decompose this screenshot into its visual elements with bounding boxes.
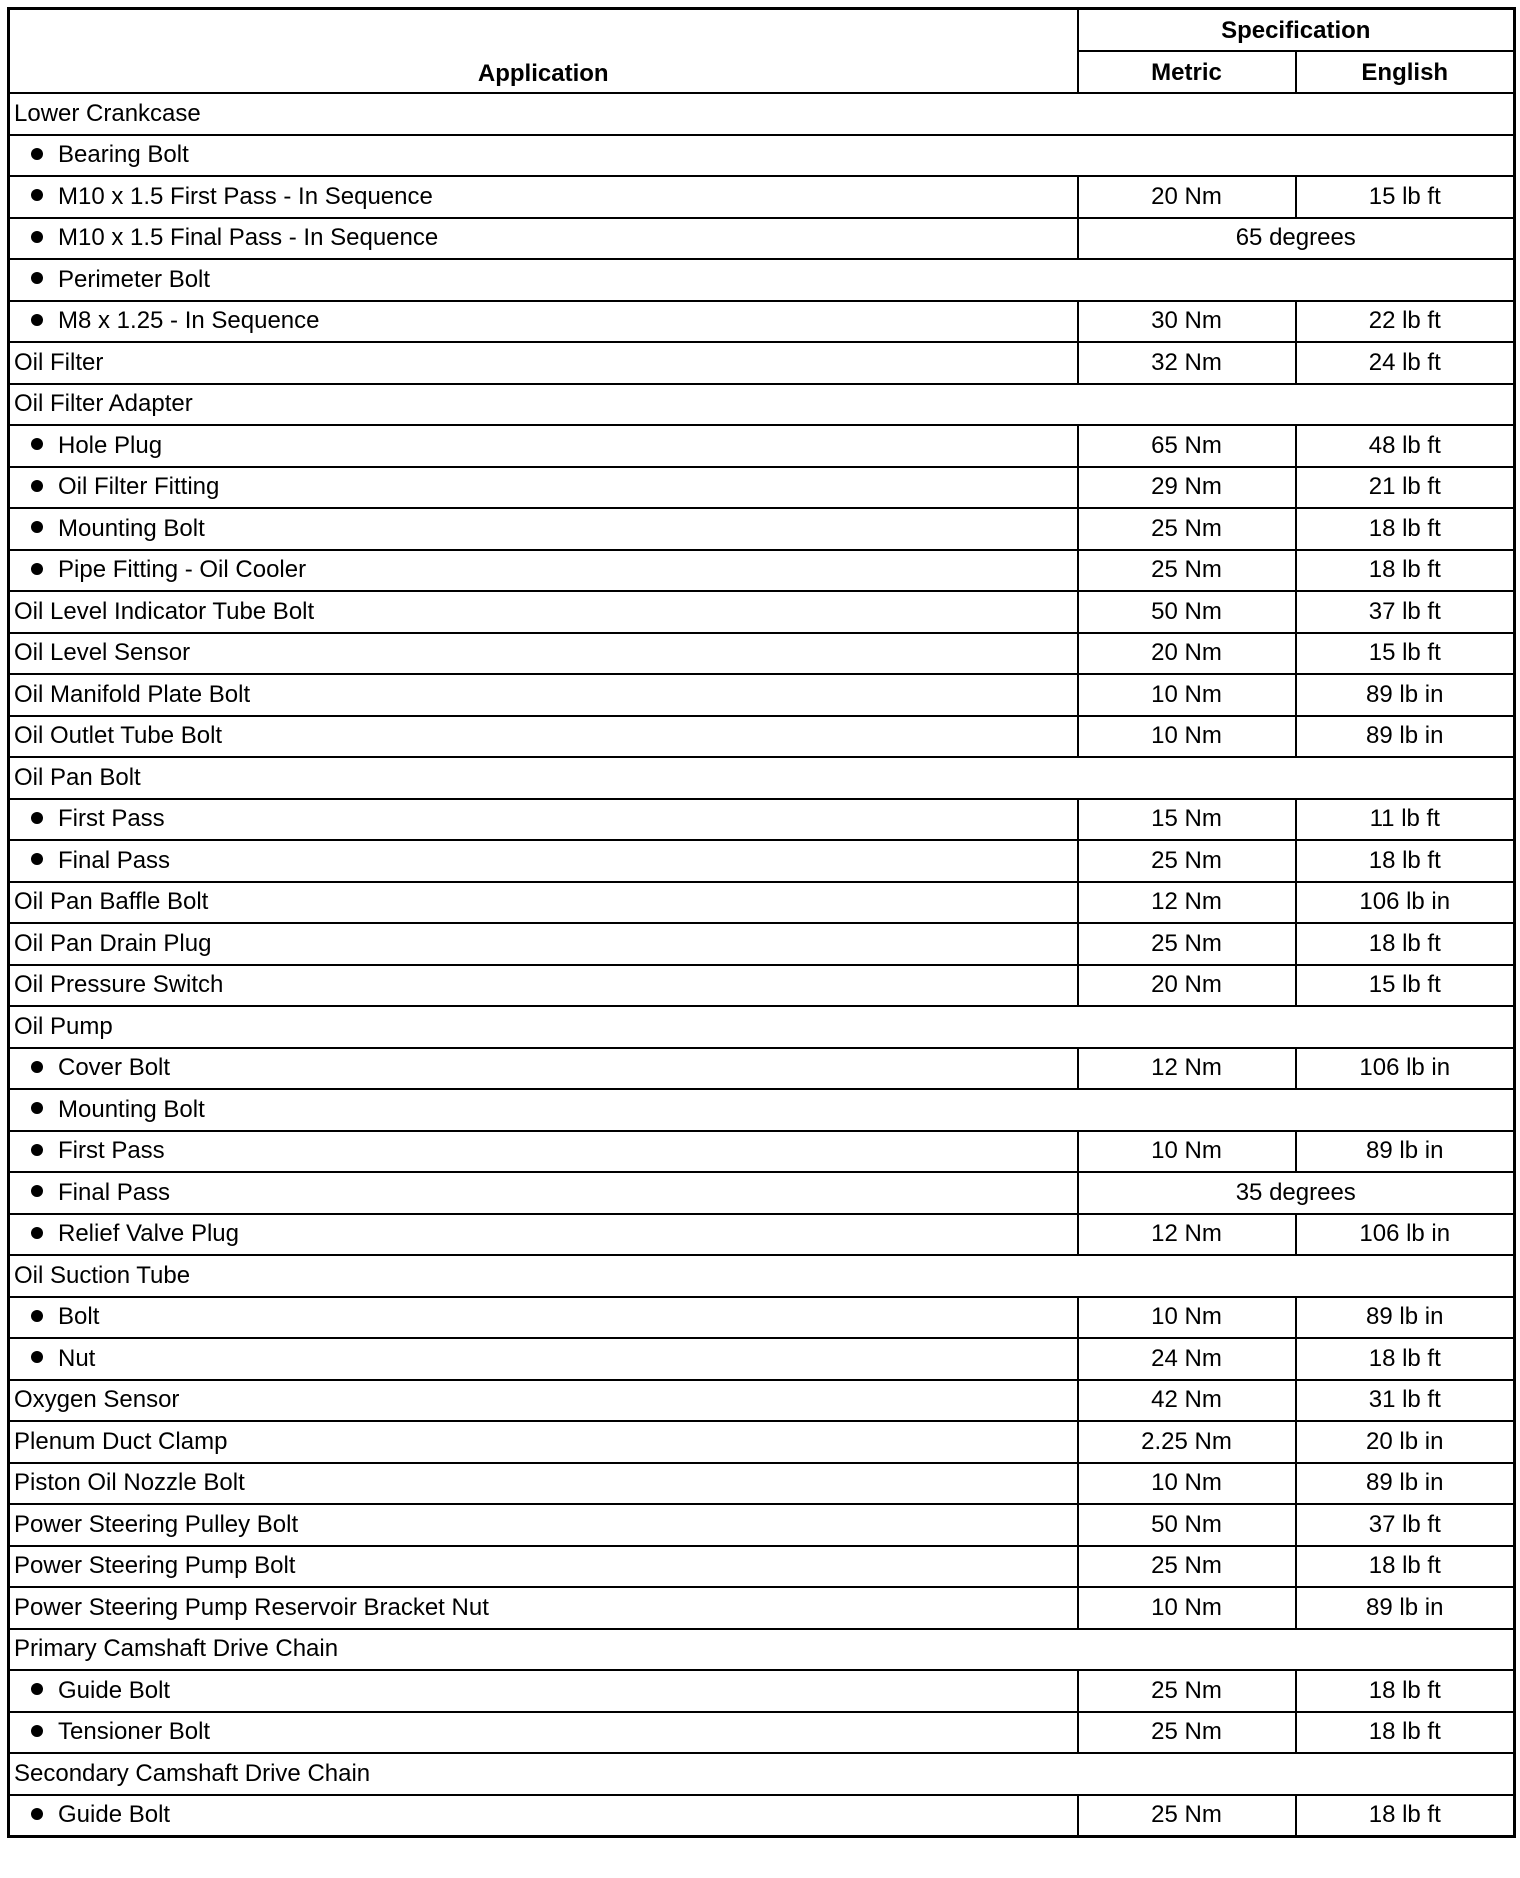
application-cell bbox=[9, 342, 1078, 384]
application-label: Oil Manifold Plate Bolt bbox=[14, 680, 251, 708]
table-row-subitem bbox=[9, 135, 1515, 177]
bullet-icon bbox=[31, 1144, 43, 1156]
metric-cell: 65 Nm bbox=[1078, 425, 1296, 467]
english-header: English bbox=[1296, 51, 1515, 93]
application-cell bbox=[9, 467, 1078, 509]
table-row-subitem bbox=[9, 1089, 1515, 1131]
application-cell bbox=[9, 1670, 1078, 1712]
application-label: Pipe Fitting - Oil Cooler bbox=[58, 556, 307, 584]
table-row-subitem bbox=[9, 1131, 1515, 1173]
metric-cell: 25 Nm bbox=[1078, 1795, 1296, 1837]
english-cell: 18 lb ft bbox=[1296, 550, 1515, 592]
english-cell: 15 lb ft bbox=[1296, 633, 1515, 675]
application-cell bbox=[9, 1421, 1078, 1463]
application-cell bbox=[9, 218, 1078, 260]
application-label: Relief Valve Plug bbox=[58, 1220, 239, 1248]
english-cell: 22 lb ft bbox=[1296, 301, 1515, 343]
application-cell bbox=[9, 1712, 1078, 1754]
application-label: Oil Outlet Tube Bolt bbox=[14, 722, 223, 750]
metric-cell: 20 Nm bbox=[1078, 176, 1296, 218]
table-row-subitem bbox=[9, 467, 1515, 509]
application-cell bbox=[9, 799, 1078, 841]
bullet-icon bbox=[31, 189, 43, 201]
application-cell bbox=[9, 882, 1078, 924]
application-cell bbox=[9, 1546, 1078, 1588]
application-cell bbox=[9, 1504, 1078, 1546]
bullet-icon bbox=[31, 1102, 43, 1114]
bullet-icon bbox=[31, 314, 43, 326]
metric-cell: 15 Nm bbox=[1078, 799, 1296, 841]
application-label: Primary Camshaft Drive Chain bbox=[14, 1635, 339, 1663]
application-label: Oil Pan Bolt bbox=[14, 763, 141, 791]
application-label: Oil Pump bbox=[14, 1012, 113, 1040]
table-row-subitem bbox=[9, 301, 1515, 343]
metric-cell: 50 Nm bbox=[1078, 591, 1296, 633]
english-cell: 18 lb ft bbox=[1296, 840, 1515, 882]
application-cell bbox=[9, 840, 1078, 882]
table-row-subitem bbox=[9, 799, 1515, 841]
english-cell: 106 lb in bbox=[1296, 1214, 1515, 1256]
application-cell bbox=[9, 1795, 1078, 1837]
metric-cell: 10 Nm bbox=[1078, 674, 1296, 716]
metric-header: Metric bbox=[1078, 51, 1296, 93]
bullet-icon bbox=[31, 1351, 43, 1363]
application-label: M10 x 1.5 First Pass - In Sequence bbox=[58, 182, 433, 210]
application-label: Final Pass bbox=[58, 846, 171, 874]
application-cell bbox=[9, 716, 1078, 758]
application-label: Lower Crankcase bbox=[14, 99, 201, 127]
application-label: First Pass bbox=[58, 1137, 165, 1165]
application-label: Oil Pressure Switch bbox=[14, 971, 224, 999]
spec-span-cell: 35 degrees bbox=[1078, 1172, 1515, 1214]
metric-cell: 10 Nm bbox=[1078, 1587, 1296, 1629]
metric-cell: 2.25 Nm bbox=[1078, 1421, 1296, 1463]
application-label: Plenum Duct Clamp bbox=[14, 1427, 228, 1455]
table-row-subitem bbox=[9, 1338, 1515, 1380]
table-row bbox=[9, 342, 1515, 384]
table-row-subitem bbox=[9, 176, 1515, 218]
table-row-subitem bbox=[9, 259, 1515, 301]
english-cell: 31 lb ft bbox=[1296, 1380, 1515, 1422]
table-row bbox=[9, 1006, 1515, 1048]
application-label: Oil Filter bbox=[14, 348, 104, 376]
application-cell bbox=[9, 757, 1515, 799]
metric-cell: 25 Nm bbox=[1078, 923, 1296, 965]
metric-cell: 10 Nm bbox=[1078, 1463, 1296, 1505]
english-cell: 18 lb ft bbox=[1296, 1546, 1515, 1588]
application-cell bbox=[9, 1463, 1078, 1505]
bullet-icon bbox=[31, 1227, 43, 1239]
application-label: Tensioner Bolt bbox=[58, 1718, 211, 1746]
application-cell bbox=[9, 1172, 1078, 1214]
bullet-icon bbox=[31, 148, 43, 160]
application-label: Perimeter Bolt bbox=[58, 265, 211, 293]
metric-cell: 20 Nm bbox=[1078, 633, 1296, 675]
metric-cell: 25 Nm bbox=[1078, 508, 1296, 550]
table-row-subitem bbox=[9, 550, 1515, 592]
metric-cell: 20 Nm bbox=[1078, 965, 1296, 1007]
table-row-subitem bbox=[9, 1712, 1515, 1754]
english-cell: 20 lb in bbox=[1296, 1421, 1515, 1463]
application-cell bbox=[9, 259, 1515, 301]
application-label: Guide Bolt bbox=[58, 1676, 171, 1704]
english-cell: 18 lb ft bbox=[1296, 1795, 1515, 1837]
bullet-icon bbox=[31, 1310, 43, 1322]
application-label: Mounting Bolt bbox=[58, 1095, 205, 1123]
application-label: Bearing Bolt bbox=[58, 141, 189, 169]
table-row-subitem bbox=[9, 218, 1515, 260]
application-label: Secondary Camshaft Drive Chain bbox=[14, 1759, 371, 1787]
application-label: Nut bbox=[58, 1344, 96, 1372]
english-cell: 89 lb in bbox=[1296, 1297, 1515, 1339]
metric-cell: 25 Nm bbox=[1078, 1546, 1296, 1588]
metric-cell: 12 Nm bbox=[1078, 882, 1296, 924]
english-cell: 89 lb in bbox=[1296, 1463, 1515, 1505]
table-row bbox=[9, 1255, 1515, 1297]
application-label: Mounting Bolt bbox=[58, 514, 205, 542]
application-label: M8 x 1.25 - In Sequence bbox=[58, 307, 320, 335]
application-label: Oil Level Indicator Tube Bolt bbox=[14, 597, 315, 625]
application-label: Final Pass bbox=[58, 1178, 171, 1206]
application-label: Power Steering Pump Reservoir Bracket Nut bbox=[14, 1593, 489, 1621]
application-cell bbox=[9, 425, 1078, 467]
application-cell bbox=[9, 591, 1078, 633]
english-cell: 89 lb in bbox=[1296, 716, 1515, 758]
bullet-icon bbox=[31, 563, 43, 575]
metric-cell: 25 Nm bbox=[1078, 840, 1296, 882]
english-cell: 18 lb ft bbox=[1296, 508, 1515, 550]
metric-cell: 10 Nm bbox=[1078, 1297, 1296, 1339]
bullet-icon bbox=[31, 480, 43, 492]
english-cell: 18 lb ft bbox=[1296, 923, 1515, 965]
application-label: Oil Pan Baffle Bolt bbox=[14, 888, 209, 916]
table-row bbox=[9, 1546, 1515, 1588]
metric-cell: 32 Nm bbox=[1078, 342, 1296, 384]
application-cell bbox=[9, 1006, 1515, 1048]
english-cell: 11 lb ft bbox=[1296, 799, 1515, 841]
table-row bbox=[9, 674, 1515, 716]
application-label: Power Steering Pump Bolt bbox=[14, 1552, 296, 1580]
table-row bbox=[9, 1629, 1515, 1671]
table-row-subitem bbox=[9, 1214, 1515, 1256]
bullet-icon bbox=[31, 1683, 43, 1695]
application-cell bbox=[9, 1048, 1078, 1090]
english-cell: 89 lb in bbox=[1296, 1587, 1515, 1629]
metric-cell: 29 Nm bbox=[1078, 467, 1296, 509]
english-cell: 89 lb in bbox=[1296, 1131, 1515, 1173]
table-header bbox=[9, 9, 1515, 94]
table-row-subitem bbox=[9, 425, 1515, 467]
application-cell bbox=[9, 1214, 1078, 1256]
application-label: Bolt bbox=[58, 1303, 100, 1331]
table-row bbox=[9, 384, 1515, 426]
application-label: Oil Suction Tube bbox=[14, 1261, 191, 1289]
metric-cell: 25 Nm bbox=[1078, 550, 1296, 592]
metric-cell: 30 Nm bbox=[1078, 301, 1296, 343]
table-row bbox=[9, 965, 1515, 1007]
table-row bbox=[9, 1463, 1515, 1505]
application-cell bbox=[9, 93, 1515, 135]
application-label: Oil Filter Adapter bbox=[14, 390, 193, 418]
english-cell: 15 lb ft bbox=[1296, 176, 1515, 218]
english-cell: 89 lb in bbox=[1296, 674, 1515, 716]
metric-cell: 10 Nm bbox=[1078, 716, 1296, 758]
application-label: Oxygen Sensor bbox=[14, 1386, 180, 1414]
table-row bbox=[9, 757, 1515, 799]
spec-span-cell: 65 degrees bbox=[1078, 218, 1515, 260]
table-body bbox=[9, 93, 1515, 1836]
table-row bbox=[9, 1753, 1515, 1795]
application-cell bbox=[9, 1753, 1515, 1795]
bullet-icon bbox=[31, 812, 43, 824]
table-row-subitem bbox=[9, 1048, 1515, 1090]
application-label: Piston Oil Nozzle Bolt bbox=[14, 1469, 245, 1497]
application-cell bbox=[9, 674, 1078, 716]
application-cell bbox=[9, 1131, 1078, 1173]
metric-cell: 42 Nm bbox=[1078, 1380, 1296, 1422]
table-row bbox=[9, 1587, 1515, 1629]
application-label: Guide Bolt bbox=[58, 1801, 171, 1828]
metric-cell: 10 Nm bbox=[1078, 1131, 1296, 1173]
application-cell bbox=[9, 965, 1078, 1007]
table-row-subitem bbox=[9, 1670, 1515, 1712]
table-row-subitem bbox=[9, 840, 1515, 882]
metric-cell: 12 Nm bbox=[1078, 1214, 1296, 1256]
bullet-icon bbox=[31, 853, 43, 865]
english-cell: 18 lb ft bbox=[1296, 1712, 1515, 1754]
application-cell bbox=[9, 384, 1515, 426]
table-row-subitem bbox=[9, 508, 1515, 550]
application-cell bbox=[9, 1629, 1515, 1671]
application-label: Oil Level Sensor bbox=[14, 639, 191, 667]
table-row-subitem bbox=[9, 1297, 1515, 1339]
table-row bbox=[9, 93, 1515, 135]
bullet-icon bbox=[31, 521, 43, 533]
table-row bbox=[9, 1421, 1515, 1463]
application-label: Cover Bolt bbox=[58, 1054, 171, 1082]
bullet-icon bbox=[31, 231, 43, 243]
application-cell bbox=[9, 923, 1078, 965]
table-row bbox=[9, 633, 1515, 675]
english-cell: 48 lb ft bbox=[1296, 425, 1515, 467]
application-header: Application bbox=[9, 9, 1078, 94]
application-cell bbox=[9, 301, 1078, 343]
application-label: M10 x 1.5 Final Pass - In Sequence bbox=[58, 224, 439, 252]
metric-cell: 12 Nm bbox=[1078, 1048, 1296, 1090]
english-cell: 21 lb ft bbox=[1296, 467, 1515, 509]
table-row-subitem bbox=[9, 1172, 1515, 1214]
table-row bbox=[9, 923, 1515, 965]
metric-cell: 24 Nm bbox=[1078, 1338, 1296, 1380]
table-row-subitem bbox=[9, 1795, 1515, 1837]
metric-cell: 25 Nm bbox=[1078, 1712, 1296, 1754]
english-cell: 15 lb ft bbox=[1296, 965, 1515, 1007]
application-cell bbox=[9, 1297, 1078, 1339]
application-label: Oil Filter Fitting bbox=[58, 473, 220, 501]
application-cell bbox=[9, 1587, 1078, 1629]
application-label: Power Steering Pulley Bolt bbox=[14, 1510, 299, 1538]
application-cell bbox=[9, 1089, 1515, 1131]
english-cell: 106 lb in bbox=[1296, 1048, 1515, 1090]
english-cell: 37 lb ft bbox=[1296, 591, 1515, 633]
table-row bbox=[9, 882, 1515, 924]
bullet-icon bbox=[31, 1725, 43, 1737]
table-row bbox=[9, 1380, 1515, 1422]
application-cell bbox=[9, 633, 1078, 675]
metric-cell: 50 Nm bbox=[1078, 1504, 1296, 1546]
metric-cell: 25 Nm bbox=[1078, 1670, 1296, 1712]
english-cell: 18 lb ft bbox=[1296, 1670, 1515, 1712]
application-cell bbox=[9, 1255, 1515, 1297]
application-label: Hole Plug bbox=[58, 431, 163, 459]
bullet-icon bbox=[31, 272, 43, 284]
application-cell bbox=[9, 508, 1078, 550]
application-label: Oil Pan Drain Plug bbox=[14, 929, 212, 957]
english-cell: 18 lb ft bbox=[1296, 1338, 1515, 1380]
english-cell: 106 lb in bbox=[1296, 882, 1515, 924]
table-row bbox=[9, 591, 1515, 633]
application-cell bbox=[9, 176, 1078, 218]
table-row bbox=[9, 716, 1515, 758]
specification-header: Specification bbox=[1078, 9, 1515, 52]
application-cell bbox=[9, 1338, 1078, 1380]
bullet-icon bbox=[31, 1185, 43, 1197]
english-cell: 24 lb ft bbox=[1296, 342, 1515, 384]
bullet-icon bbox=[31, 1808, 43, 1820]
application-cell bbox=[9, 135, 1515, 177]
application-cell bbox=[9, 550, 1078, 592]
bullet-icon bbox=[31, 438, 43, 450]
torque-spec-table bbox=[7, 7, 1516, 1838]
application-cell bbox=[9, 1380, 1078, 1422]
table-row bbox=[9, 1504, 1515, 1546]
application-label: First Pass bbox=[58, 805, 165, 833]
bullet-icon bbox=[31, 1061, 43, 1073]
english-cell: 37 lb ft bbox=[1296, 1504, 1515, 1546]
